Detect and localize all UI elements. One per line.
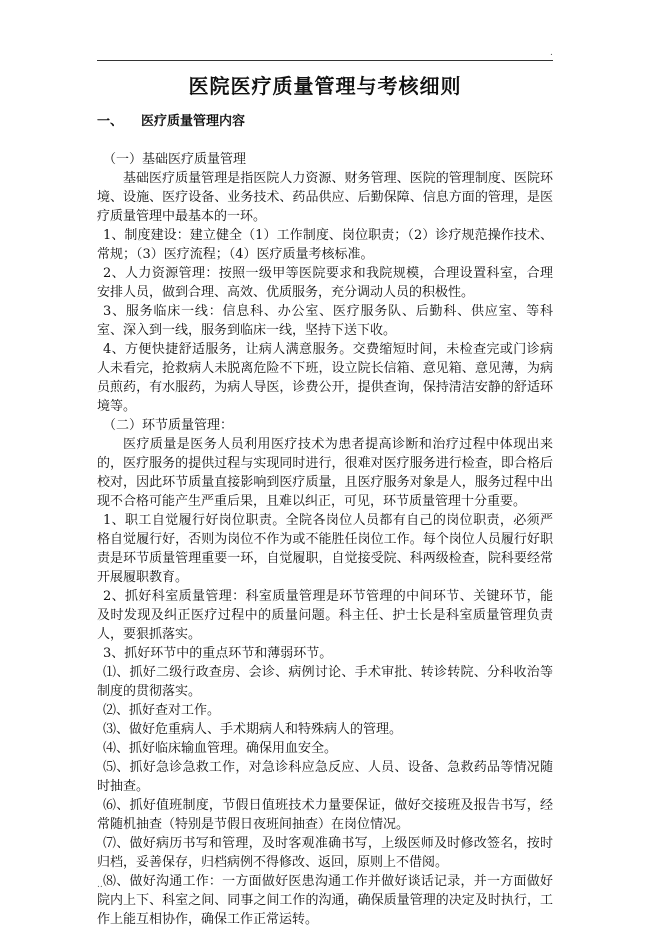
paragraph: 3、服务临床一线：信息科、办公室、医疗服务队、后勤科、供应室、等科室、深入到一线，服务到临床一线，坚持下送下收。 [97,304,553,338]
paragraph: 3、抓好环节中的重点环节和薄弱环节。 [103,646,333,661]
subsection-heading-1: （一）基础医疗质量管理 [103,152,247,167]
list-item: ⑵、抓好查对工作。 [103,703,221,718]
section-label: 医疗质量管理内容 [141,114,246,129]
paragraph: 1、职工自觉履行好岗位职责。全院各岗位人员都有自己的岗位职责，必须严格自觉履行好，否则为岗位不作为或不能胜任岗位工作。每个岗位人员履行好职责是环节质量管理重要一环，自觉履职，自觉接受院、科两级检查，院科要经常开展履职教育。 [97,513,553,585]
list-item: ⑴、抓好二级行政查房、会诊、病例讨论、手术审批、转诊转院、分科收治等制度的贯彻落实。 [97,665,553,699]
list-item: ⑺、做好病历书写和管理，及时客观准确书写，上级医师及时修改签名，按时归档，妥善保存，归档病例不得修改、返回，原则上不借阅。 [97,836,553,870]
paragraph: 1、制度建设：建立健全（1）工作制度、岗位职责；（2）诊疗规范操作技术、常规；（3）医疗流程；（4）医疗质量考核标准。 [97,228,553,262]
document-title: 医院医疗质量管理与考核细则 [188,74,462,98]
list-item: ⑹、抓好值班制度，节假日值班技术力量要保证，做好交接班及报告书写，经常随机抽查（特别是节假日夜班间抽查）在岗位情况。 [97,798,553,832]
paragraph: 基础医疗质量管理是指医院人力资源、财务管理、医院的管理制度、医院环境、设施、医疗设备、业务技术、药品供应、后勤保障、信息方面的管理，是医疗质量管理中最基本的一环。 [97,171,553,224]
footer-mark: .. [97,880,103,890]
paragraph: 4、方便快捷舒适服务，让病人满意服务。交费缩短时间，未检查完或门诊病人未看完，抢救病人未脱离危险不下班，设立院长信箱、意见箱、意见薄，为病员煎药，有水服药，为病人导医，诊费公开，提供查询，保持清洁安静的舒适环境等。 [97,342,553,414]
list-item: ⑶、做好危重病人、手术期病人和特殊病人的管理。 [103,722,403,737]
list-item: ⑸、抓好急诊急救工作，对急诊科应急反应、人员、设备、急救药品等情况随时抽查。 [97,760,553,794]
paragraph: 医疗质量是医务人员利用医疗技术为患者提高诊断和治疗过程中体现出来的，医疗服务的提供过程与实现同时进行，很难对医疗服务进行检查，即合格后校对，因此环节质量直接影响到医疗质量，且医疗服务对象是人，服务过程中出现不合格可能产生严重后果，且难以纠正，可见，环节质量管理十分重要。 [97,437,553,509]
list-item: ⑻、做好沟通工作：一方面做好医患沟通工作并做好谈话记录，并一方面做好院内上下、科室之间、同事之间工作的沟通，确保质量管理的决定及时执行，工作上能互相协作，确保工作正常运转。 [97,874,553,927]
list-item: ⑷、抓好临床输血管理。确保用血安全。 [103,741,338,756]
section-heading-1 [97,112,553,131]
page-mark: . [550,48,553,58]
document-body [97,112,553,929]
header-rule [97,60,553,61]
paragraph: 2、抓好科室质量管理：科室质量管理是环节管理的中间环节、关键环节，能及时发现及纠正医疗过程中的质量问题。科主任、护士长是科室质量管理负责人，要狠抓落实。 [97,589,553,642]
paragraph: 2、人力资源管理：按照一级甲等医院要求和我院规模，合理设置科室，合理安排人员，做到合理、高效、优质服务，充分调动人员的积极性。 [97,266,553,300]
subsection-heading-2: （二）环节质量管理： [103,418,234,433]
section-number: 一、 [97,114,124,129]
